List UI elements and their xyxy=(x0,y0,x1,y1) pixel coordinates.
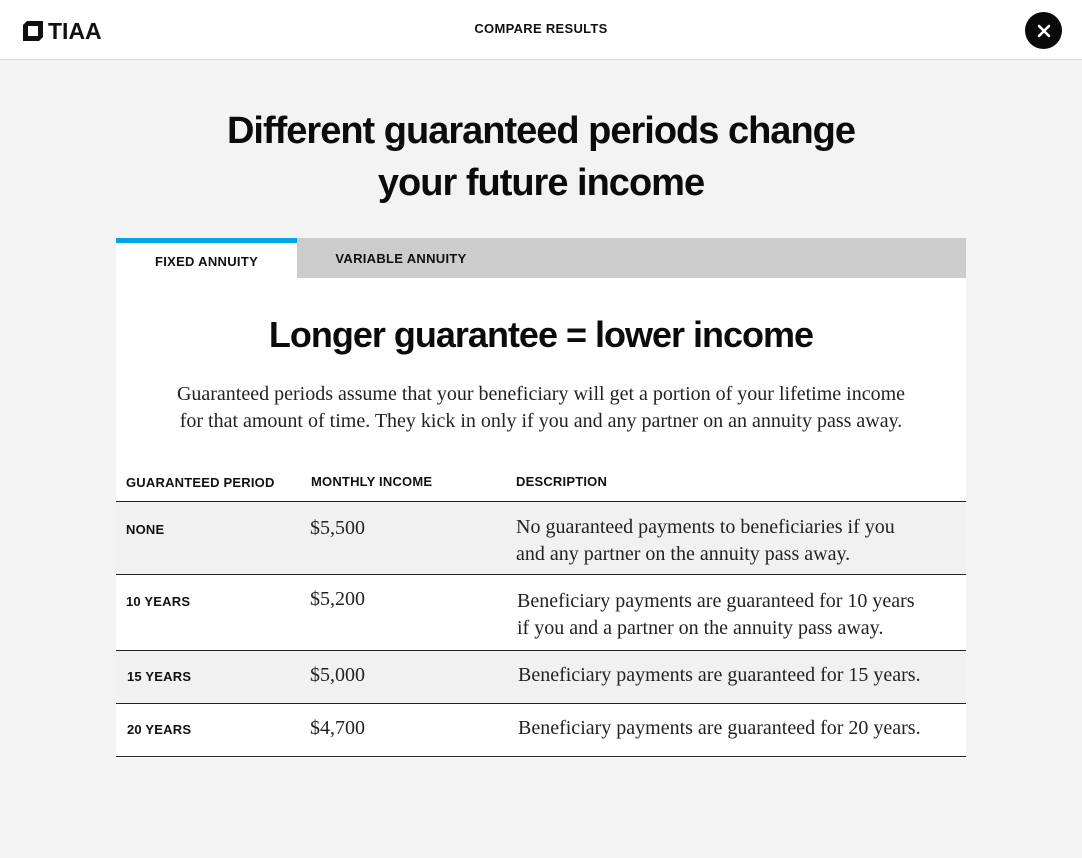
period-cell: 10 YEARS xyxy=(126,594,191,609)
table-header xyxy=(116,462,966,502)
intro-line-2: for that amount of time. They kick in only if you and any partner on an annuity pass away. xyxy=(179,410,903,432)
description-cell xyxy=(517,588,957,642)
income-cell: $5,500 xyxy=(310,517,365,539)
income-cell: $5,200 xyxy=(310,588,365,610)
table-row xyxy=(116,704,966,757)
column-header-monthly-income: MONTHLY INCOME xyxy=(311,474,433,489)
column-header-description: DESCRIPTION xyxy=(516,474,608,489)
description-line-1: Beneficiary payments are guaranteed for 10 years xyxy=(517,590,915,612)
table-row xyxy=(116,651,966,704)
period-cell: 15 YEARS xyxy=(127,669,192,684)
close-icon xyxy=(1037,24,1051,38)
main-headline xyxy=(0,105,1082,209)
headline-line-1: Different guaranteed periods change xyxy=(226,110,855,152)
section-title: Longer guarantee = lower income xyxy=(268,314,814,355)
description-line-1: Beneficiary payments are guaranteed for 20 years. xyxy=(518,717,921,739)
description-cell xyxy=(516,514,956,568)
guarantee-table xyxy=(116,462,966,757)
intro-line-1: Guaranteed periods assume that your beneficiary will get a portion of your lifetime income xyxy=(176,383,906,405)
description-cell xyxy=(518,662,958,689)
column-header-guaranteed-period: GUARANTEED PERIOD xyxy=(126,475,275,490)
description-cell xyxy=(518,715,958,742)
description-line-1: No guaranteed payments to beneficiaries if you xyxy=(516,516,895,538)
close-button[interactable] xyxy=(1025,12,1062,49)
description-line-2: and any partner on the annuity pass away. xyxy=(516,543,851,565)
table-row xyxy=(116,502,966,575)
table-row xyxy=(116,575,966,651)
tab-variable-annuity[interactable]: VARIABLE ANNUITY xyxy=(297,238,505,278)
annuity-tabs xyxy=(116,238,966,278)
logo-text: TIAA xyxy=(48,18,102,44)
income-cell: $5,000 xyxy=(310,664,365,686)
page-title: COMPARE RESULTS xyxy=(474,21,608,36)
headline-line-2: your future income xyxy=(377,162,705,204)
description-line-2: if you and a partner on the annuity pass away. xyxy=(517,617,884,639)
tab-fixed-annuity[interactable]: FIXED ANNUITY xyxy=(116,238,297,278)
income-cell: $4,700 xyxy=(310,717,365,739)
period-cell: NONE xyxy=(126,522,165,537)
section-intro xyxy=(140,381,942,435)
period-cell: 20 YEARS xyxy=(127,722,192,737)
top-bar xyxy=(0,0,1082,60)
description-line-1: Beneficiary payments are guaranteed for 15 years. xyxy=(518,664,921,686)
